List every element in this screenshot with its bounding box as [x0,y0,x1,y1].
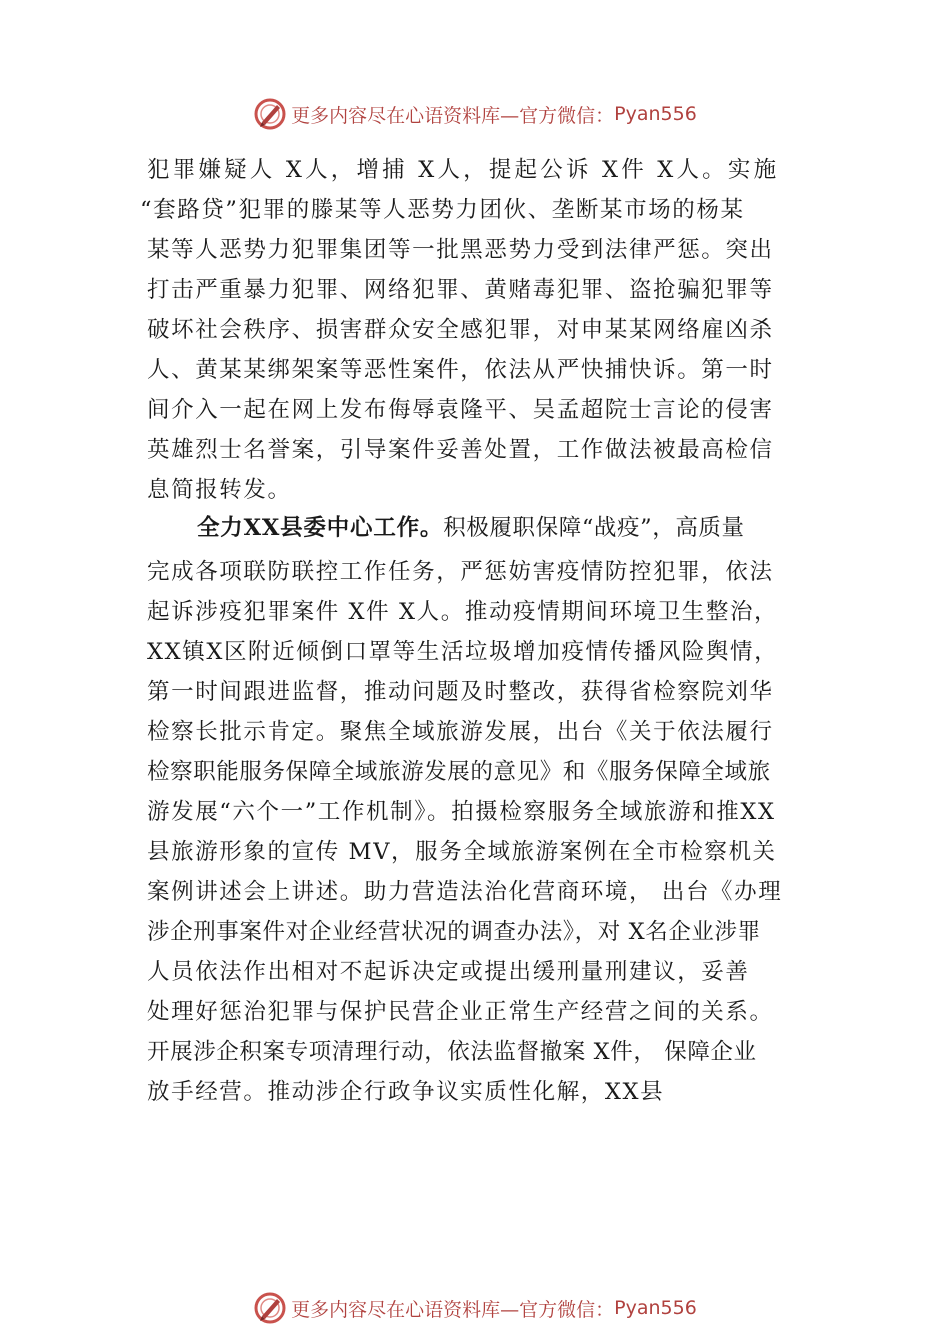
footer-watermark [0,1288,950,1328]
pen-seal-icon [253,1291,287,1325]
text-line: 检察长批示肯定。聚焦全域旅游发展，出台《关于依法履行 [147,719,774,745]
header-watermark [0,94,950,134]
text-line: XX镇X区附近倾倒口罩等生活垃圾增加疫情传播风险舆情， [147,639,779,665]
text-line: 英雄烈士名誉案，引导案件妥善处置，工作做法被最高检信 [147,437,774,463]
text-line: 息简报转发。 [147,477,292,503]
text-line: 第一时间跟进监督，推动问题及时整改，获得省检察院刘华 [147,679,774,705]
text-line: 完成各项联防联控工作任务，严惩妨害疫情防控犯罪，依法 [147,559,774,585]
text-span: 积极履职保障“战疫”，高质量 [443,515,745,541]
text-line: 县旅游形象的宣传 MV，服务全域旅游案例在全市检察机关 [147,839,777,865]
text-line: 处理好惩治犯罪与保护民营企业正常生产经营之间的关系。 [147,999,774,1025]
watermark-handle: Pyan556 [614,103,697,125]
watermark-handle: Pyan556 [614,1297,697,1319]
section-heading: 全力XX县委中心工作。 [197,515,444,541]
text-line: 人员依法作出相对不起诉决定或提出缓刑量刑建议，妥善 [147,959,750,985]
watermark-text: 更多内容尽在心语资料库—官方微信： [291,104,615,127]
text-line: 破坏社会秩序、损害群众安全感犯罪，对申某某网络雇凶杀 [147,317,774,343]
text-line: 人、黄某某绑架案等恶性案件，依法从严快捕快诉。第一时 [147,357,774,383]
text-line: “套路贷”犯罪的滕某等人恶势力团伙、垄断某市场的杨某 [140,197,745,223]
text-line: 涉企刑事案件对企业经营状况的调查办法》，对 X名企业涉罪 [147,919,761,945]
text-line: 放手经营。推动涉企行政争议实质性化解，XX县 [147,1079,665,1105]
text-line: 间介入一起在网上发布侮辱袁隆平、吴孟超院士言论的侵害 [147,397,774,423]
paragraph-first-line [197,513,745,543]
text-line: 开展涉企积案专项清理行动，依法监督撤案 X件， 保障企业 [147,1039,757,1065]
text-line: 检察职能服务保障全域旅游发展的意见》和《服务保障全域旅 [147,759,771,785]
text-line: 案例讲述会上讲述。助力营造法治化营商环境， 出台《办理 [147,879,783,905]
text-line: 犯罪嫌疑人 X人，增捕 X人，提起公诉 X件 X人。实施 [147,157,780,183]
text-line: 游发展“六个一”工作机制》。拍摄检察服务全域旅游和推XX [147,799,776,825]
text-line: 某等人恶势力犯罪集团等一批黑恶势力受到法律严惩。突出 [147,237,774,263]
text-line: 打击严重暴力犯罪、网络犯罪、黄赌毒犯罪、盗抢骗犯罪等 [147,277,774,303]
pen-seal-icon [253,97,287,131]
text-line: 起诉涉疫犯罪案件 X件 X人。推动疫情期间环境卫生整治， [147,599,779,625]
watermark-text: 更多内容尽在心语资料库—官方微信： [291,1298,615,1321]
